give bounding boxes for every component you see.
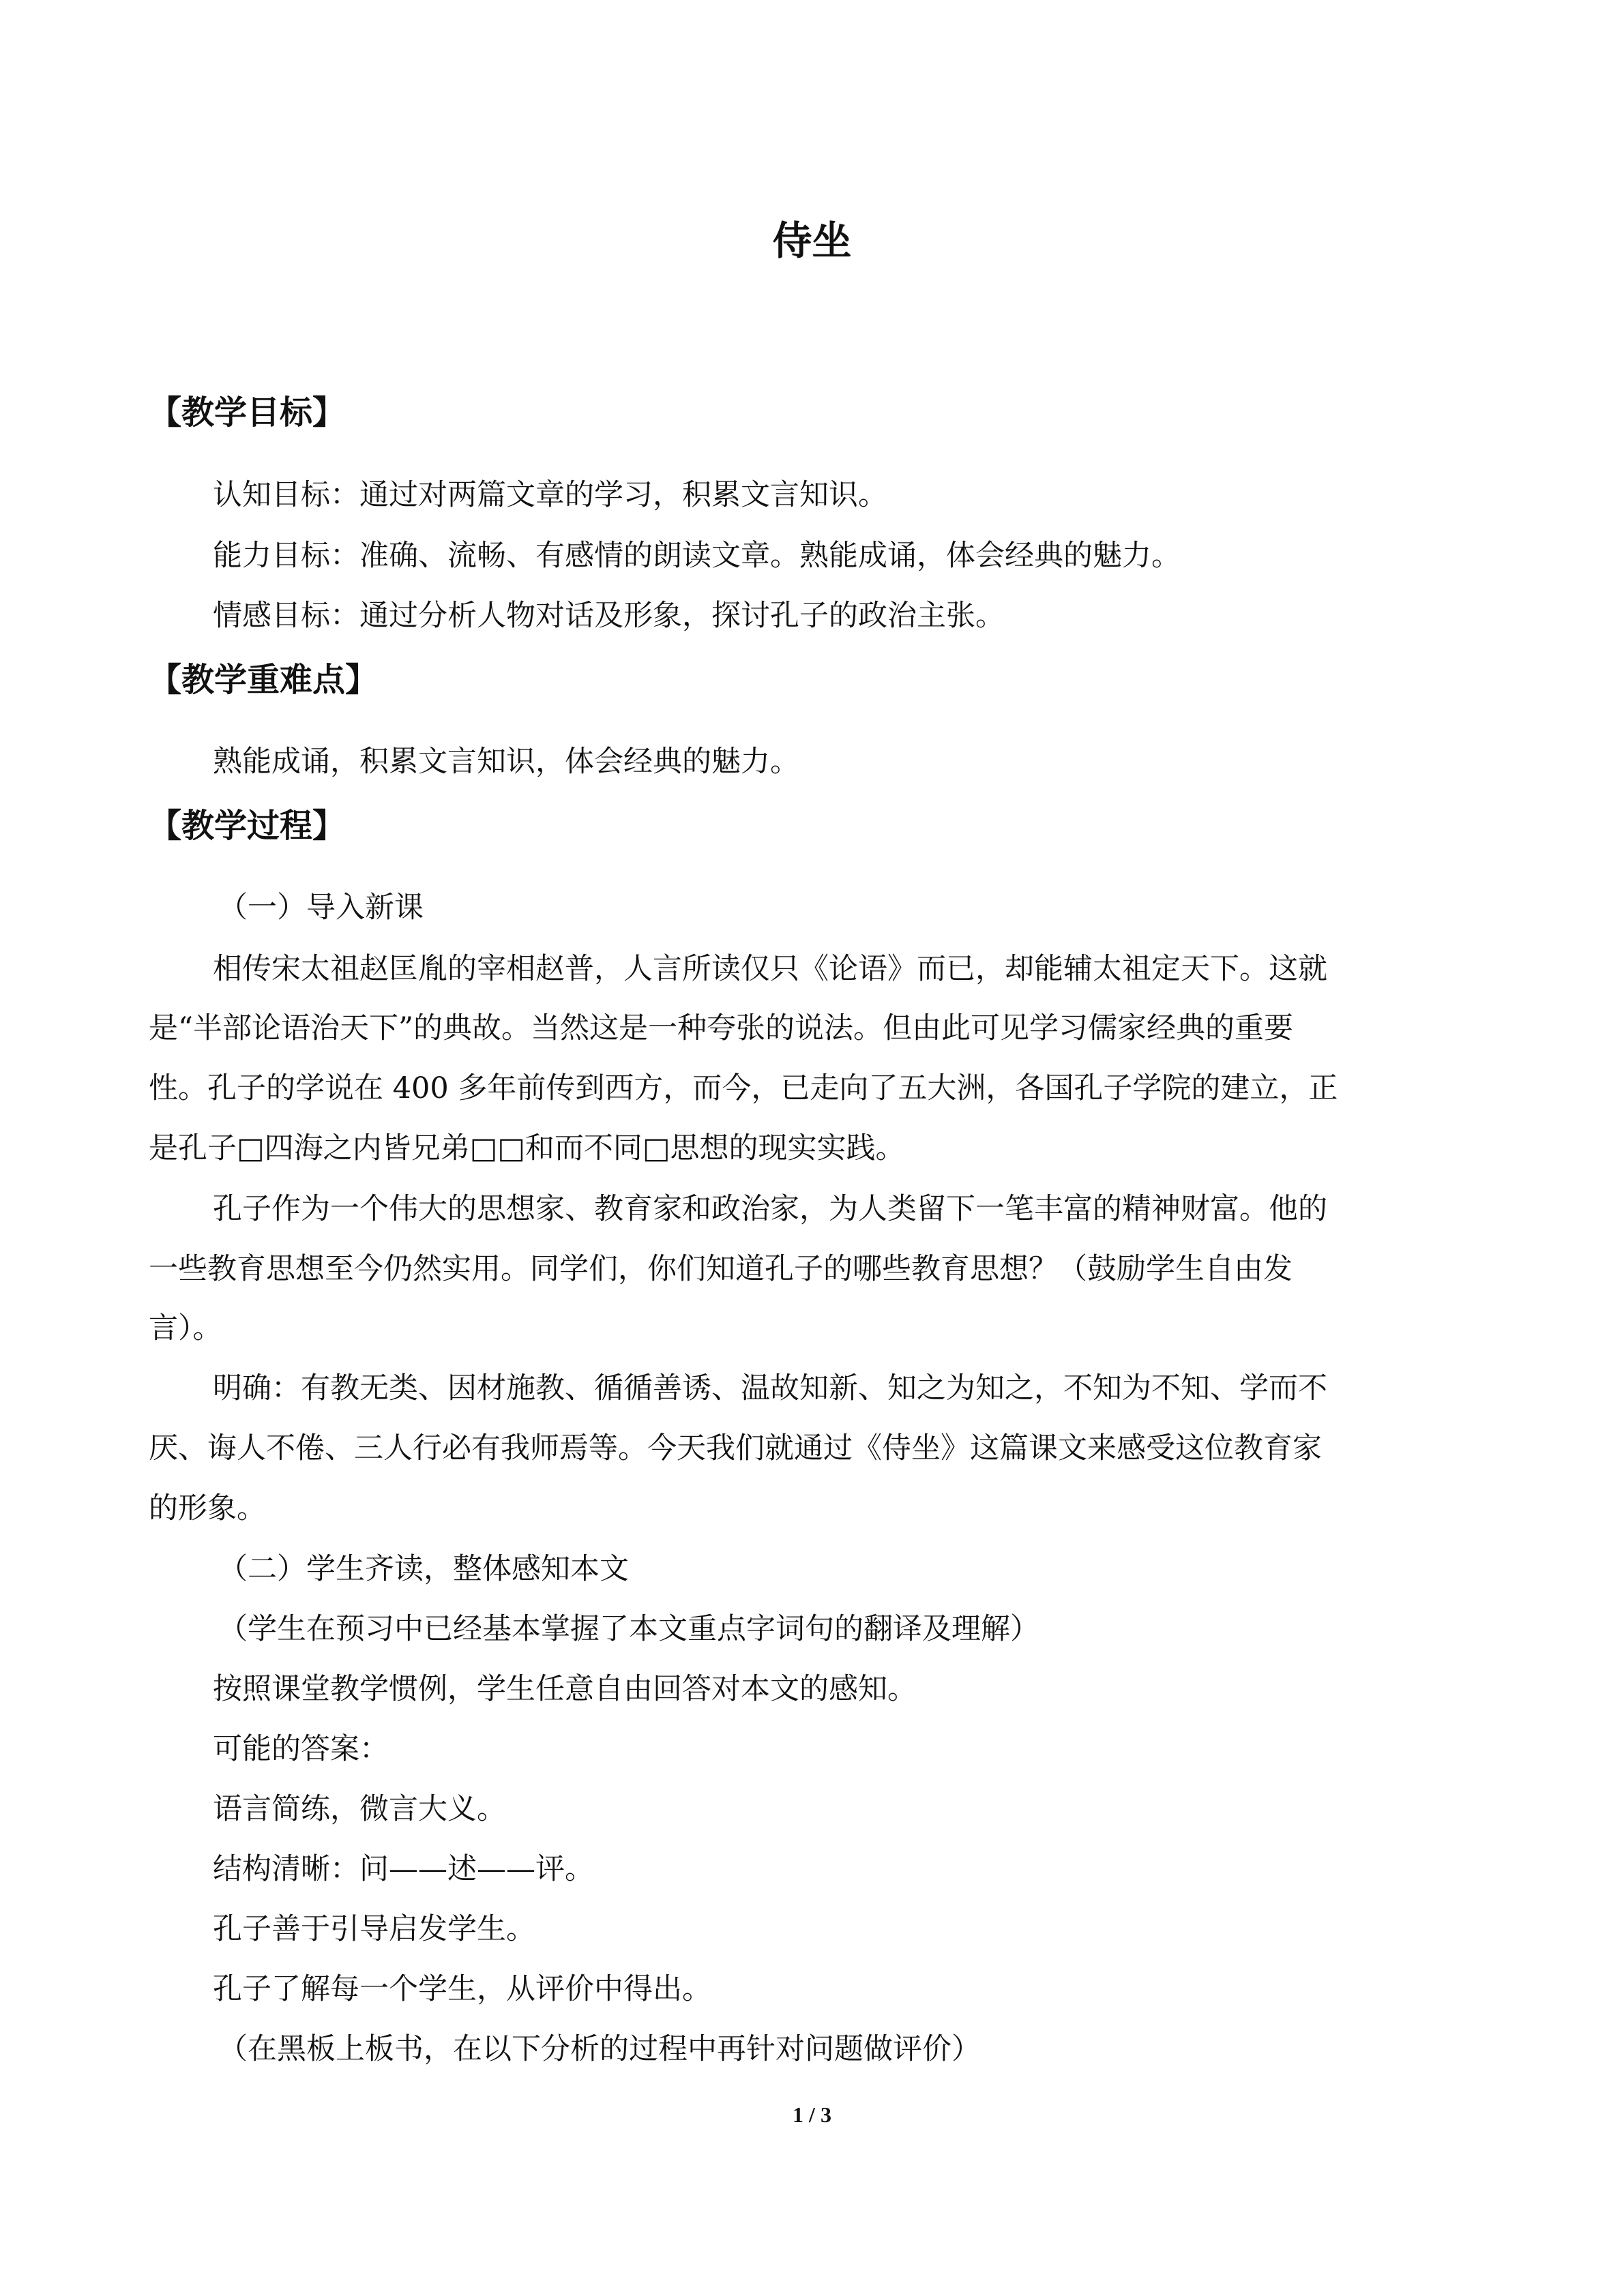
goal-ability: 能力目标：准确、流畅、有感情的朗读文章。熟能成诵，体会经典的魅力。 — [213, 539, 1181, 573]
section-heading-goals: 【教学目标】 — [149, 393, 346, 432]
page-number: 1 / 3 — [793, 2102, 831, 2127]
paragraph-line: 明确：有教无类、因材施教、循循善诱、温故知新、知之为知之，不知为不知、学而不 — [213, 1371, 1327, 1405]
paragraph-line: 的形象。 — [149, 1491, 266, 1525]
paragraph-line: 孔子作为一个伟大的思想家、教育家和政治家，为人类留下一笔丰富的精神财富。他的 — [213, 1192, 1327, 1226]
list-item: 语言简练，微言大义。 — [213, 1792, 506, 1826]
paragraph-line: 厌、诲人不倦、三人行必有我师焉等。今天我们就通过《侍坐》这篇课文来感受这位教育家 — [149, 1431, 1322, 1465]
paragraph-line: 是孔子□四海之内皆兄弟□□和而不同□思想的现实实践。 — [149, 1131, 905, 1165]
paragraph-line: 是“半部论语治天下”的典故。当然这是一种夸张的说法。但由此可见学习儒家经典的重要 — [149, 1011, 1293, 1045]
section-heading-process: 【教学过程】 — [149, 807, 346, 845]
list-item: 按照课堂教学惯例，学生任意自由回答对本文的感知。 — [213, 1672, 917, 1706]
key-points-text: 熟能成诵，积累文言知识，体会经典的魅力。 — [213, 745, 799, 779]
page-title: 侍坐 — [772, 218, 852, 264]
section-heading-key-points: 【教学重难点】 — [149, 661, 379, 699]
paragraph-line: 相传宋太祖赵匡胤的宰相赵普，人言所读仅只《论语》而已，却能辅太祖定天下。这就 — [213, 952, 1327, 986]
paragraph-line: 一些教育思想至今仍然实用。同学们，你们知道孔子的哪些教育思想？（鼓励学生自由发 — [149, 1252, 1293, 1286]
part2-title: （二）学生齐读，整体感知本文 — [218, 1552, 629, 1586]
board-note: （在黑板上板书，在以下分析的过程中再针对问题做评价） — [218, 2032, 981, 2066]
list-item: 孔子了解每一个学生，从评价中得出。 — [213, 1972, 711, 2006]
list-item: 孔子善于引导启发学生。 — [213, 1912, 535, 1946]
part1-title: （一）导入新课 — [218, 891, 424, 925]
list-item: 结构清晰：问——述——评。 — [213, 1852, 594, 1886]
goal-emotion: 情感目标：通过分析人物对话及形象，探讨孔子的政治主张。 — [213, 599, 1005, 633]
list-item: 可能的答案： — [213, 1732, 389, 1766]
list-item: （学生在预习中已经基本掌握了本文重点字词句的翻译及理解） — [218, 1612, 1039, 1646]
paragraph-line: 言）。 — [149, 1311, 222, 1345]
paragraph-line: 性。孔子的学说在 400 多年前传到西方，而今，已走向了五大洲，各国孔子学院的建立，正 — [149, 1071, 1338, 1105]
goal-cognitive: 认知目标：通过对两篇文章的学习，积累文言知识。 — [213, 478, 887, 512]
